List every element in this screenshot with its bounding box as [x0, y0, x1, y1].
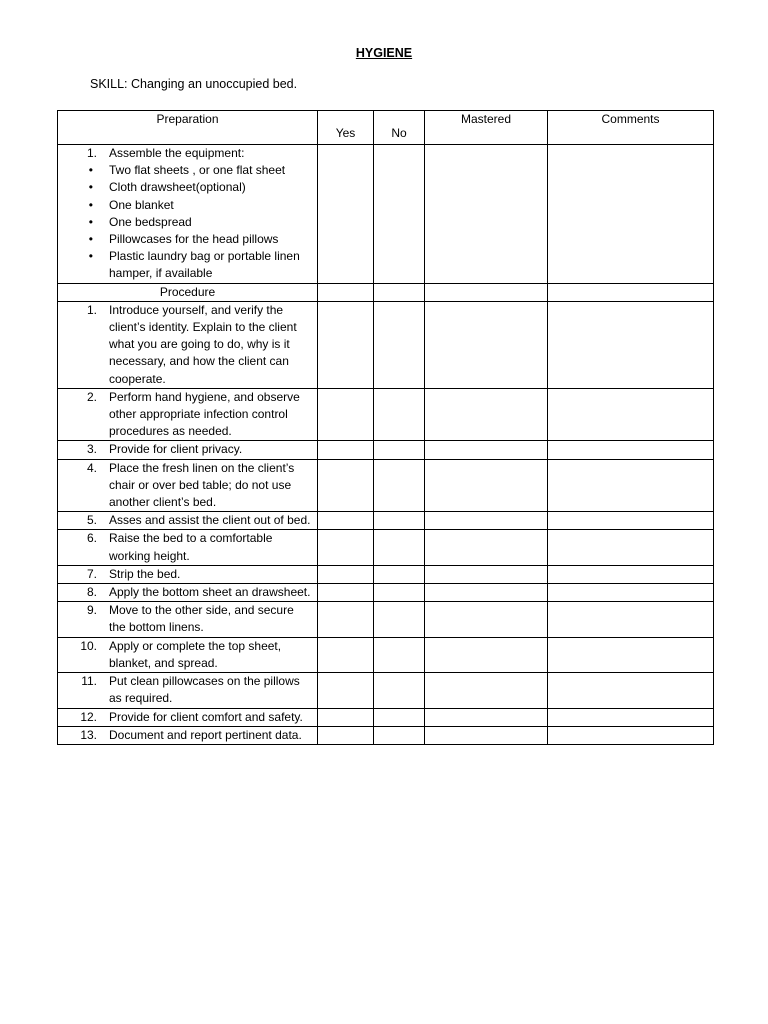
procedure-step-cell	[58, 673, 318, 708]
yes-cell[interactable]	[318, 637, 374, 672]
prep-bullet-list	[58, 162, 317, 282]
procedure-row	[58, 637, 714, 672]
yes-cell[interactable]	[318, 512, 374, 530]
yes-cell[interactable]	[318, 301, 374, 388]
procedure-step-text: Raise the bed to a comfortable working height.	[109, 531, 273, 563]
procedure-step-number: 5.	[86, 513, 97, 528]
mastered-cell[interactable]	[425, 512, 548, 530]
prep-bullet-item	[58, 231, 317, 248]
procedure-step-number: 12.	[80, 709, 97, 724]
procedure-step-cell	[58, 637, 318, 672]
procedure-step	[58, 709, 317, 726]
procedure-step-cell	[58, 459, 318, 512]
prep-bullet-text: Pillowcases for the head pillows	[109, 232, 279, 247]
procedure-step-number: 1.	[86, 302, 97, 317]
mastered-cell[interactable]	[425, 602, 548, 637]
procedure-step-number: 8.	[86, 585, 97, 600]
comments-cell[interactable]	[548, 637, 714, 672]
procedure-step-text: Introduce yourself, and verify the client’s identity. Explain to the client what you are going to do, why is it necessary, and how the client can cooperate.	[109, 302, 297, 386]
procedure-step	[58, 512, 317, 529]
no-cell[interactable]	[374, 441, 425, 459]
mastered-cell[interactable]	[425, 388, 548, 441]
no-cell[interactable]	[374, 584, 425, 602]
mastered-cell[interactable]	[425, 708, 548, 726]
procedure-step-text: Place the fresh linen on the client’s chair or over bed table; do not use another client’s bed.	[109, 460, 295, 510]
no-cell[interactable]	[374, 283, 425, 301]
procedure-row	[58, 459, 714, 512]
page-title: HYGIENE	[355, 46, 413, 60]
procedure-step-cell	[58, 301, 318, 388]
procedure-row	[58, 301, 714, 388]
procedure-step-cell	[58, 726, 318, 744]
mastered-cell[interactable]	[425, 301, 548, 388]
checklist-table	[57, 110, 714, 745]
procedure-step-cell	[58, 708, 318, 726]
comments-cell[interactable]	[548, 145, 714, 284]
procedure-step-cell	[58, 530, 318, 565]
prep-bullet-item	[58, 162, 317, 179]
procedure-row	[58, 673, 714, 708]
procedure-row	[58, 441, 714, 459]
comments-cell[interactable]	[548, 301, 714, 388]
yes-cell[interactable]	[318, 726, 374, 744]
prep-bullet-item	[58, 179, 317, 196]
no-cell[interactable]	[374, 637, 425, 672]
procedure-step-text: Put clean pillowcases on the pillows as required.	[109, 674, 300, 706]
bullet-icon: •	[88, 249, 93, 264]
procedure-step-cell	[58, 584, 318, 602]
procedure-step-text: Perform hand hygiene, and observe other appropriate infection control procedures as needed.	[109, 389, 300, 439]
prep-bullet-item	[58, 197, 317, 214]
no-cell[interactable]	[374, 388, 425, 441]
yes-cell[interactable]	[318, 584, 374, 602]
mastered-cell[interactable]	[425, 283, 548, 301]
comments-cell[interactable]	[548, 565, 714, 583]
comments-cell[interactable]	[548, 708, 714, 726]
header-mastered: Mastered	[425, 111, 548, 145]
yes-cell[interactable]	[318, 708, 374, 726]
procedure-step-number: 2.	[86, 389, 97, 404]
procedure-header-row	[58, 283, 714, 301]
yes-cell[interactable]	[318, 565, 374, 583]
bullet-icon: •	[88, 214, 93, 229]
prep-step-number: 1.	[86, 146, 97, 160]
yes-cell[interactable]	[318, 283, 374, 301]
procedure-step-cell	[58, 565, 318, 583]
no-cell[interactable]	[374, 301, 425, 388]
procedure-step-cell	[58, 441, 318, 459]
procedure-step-text: Document and report pertinent data.	[109, 727, 302, 742]
procedure-step	[58, 727, 317, 744]
mastered-cell[interactable]	[425, 584, 548, 602]
procedure-step-text: Apply the bottom sheet an drawsheet.	[109, 585, 311, 600]
procedure-step	[58, 602, 317, 636]
procedure-row	[58, 512, 714, 530]
yes-cell[interactable]	[318, 145, 374, 284]
yes-cell[interactable]	[318, 459, 374, 512]
preparation-cell	[58, 145, 318, 284]
procedure-step-cell	[58, 602, 318, 637]
prep-bullet-item	[58, 214, 317, 231]
procedure-step-cell	[58, 388, 318, 441]
comments-cell[interactable]	[548, 388, 714, 441]
procedure-step	[58, 441, 317, 458]
yes-cell[interactable]	[318, 530, 374, 565]
procedure-row	[58, 726, 714, 744]
comments-cell[interactable]	[548, 530, 714, 565]
prep-bullet-text: One bedspread	[109, 214, 192, 229]
procedure-step-number: 9.	[86, 603, 97, 618]
yes-cell[interactable]	[318, 388, 374, 441]
procedure-row	[58, 708, 714, 726]
procedure-step	[58, 530, 317, 564]
procedure-step-number: 11.	[81, 674, 97, 689]
comments-cell[interactable]	[548, 584, 714, 602]
no-cell[interactable]	[374, 673, 425, 708]
procedure-step	[58, 673, 317, 707]
procedure-step-number: 13.	[80, 727, 97, 742]
header-no: No	[374, 111, 425, 145]
procedure-step	[58, 638, 317, 672]
mastered-cell[interactable]	[425, 530, 548, 565]
procedure-step	[58, 460, 317, 512]
skill-heading: SKILL: Changing an unoccupied bed.	[90, 77, 298, 91]
yes-cell[interactable]	[318, 441, 374, 459]
mastered-cell[interactable]	[425, 637, 548, 672]
no-cell[interactable]	[374, 145, 425, 284]
mastered-cell[interactable]	[425, 565, 548, 583]
procedure-row	[58, 584, 714, 602]
procedure-row	[58, 530, 714, 565]
no-cell[interactable]	[374, 708, 425, 726]
no-cell[interactable]	[374, 565, 425, 583]
prep-bullet-text: Plastic laundry bag or portable linen hamper, if available	[109, 249, 300, 281]
procedure-row	[58, 602, 714, 637]
header-preparation: Preparation	[58, 111, 318, 145]
header-yes: Yes	[318, 111, 374, 145]
no-cell[interactable]	[374, 602, 425, 637]
procedure-step-text: Apply or complete the top sheet, blanket, and spread.	[109, 638, 282, 670]
mastered-cell[interactable]	[425, 145, 548, 284]
no-cell[interactable]	[374, 530, 425, 565]
yes-cell[interactable]	[318, 673, 374, 708]
prep-bullet-text: Cloth drawsheet(optional)	[109, 180, 246, 195]
mastered-cell[interactable]	[425, 726, 548, 744]
comments-cell[interactable]	[548, 602, 714, 637]
prep-step	[58, 145, 317, 162]
procedure-row	[58, 565, 714, 583]
mastered-cell[interactable]	[425, 459, 548, 512]
procedure-step-text: Move to the other side, and secure the bottom linens.	[109, 603, 294, 635]
procedure-row	[58, 388, 714, 441]
procedure-step-text: Provide for client comfort and safety.	[109, 709, 303, 724]
header-comments: Comments	[548, 111, 714, 145]
procedure-step	[58, 302, 317, 388]
procedure-step-number: 10.	[80, 638, 97, 653]
procedure-step	[58, 389, 317, 441]
mastered-cell[interactable]	[425, 673, 548, 708]
procedure-step-number: 4.	[86, 460, 97, 475]
prep-step-text: Assemble the equipment:	[109, 146, 245, 160]
procedure-step	[58, 566, 317, 583]
procedure-step-number: 7.	[86, 566, 97, 581]
comments-cell[interactable]	[548, 283, 714, 301]
mastered-cell[interactable]	[425, 441, 548, 459]
prep-bullet-text: Two flat sheets , or one flat sheet	[109, 163, 286, 178]
procedure-step-number: 6.	[86, 531, 97, 546]
procedure-step-text: Asses and assist the client out of bed.	[109, 513, 311, 528]
preparation-row	[58, 145, 714, 284]
comments-cell[interactable]	[548, 673, 714, 708]
procedure-label: Procedure	[58, 283, 318, 301]
comments-cell[interactable]	[548, 441, 714, 459]
no-cell[interactable]	[374, 726, 425, 744]
comments-cell[interactable]	[548, 459, 714, 512]
prep-bullet-text: One blanket	[109, 197, 174, 212]
bullet-icon: •	[88, 180, 93, 195]
comments-cell[interactable]	[548, 726, 714, 744]
procedure-step-number: 3.	[86, 442, 97, 457]
header-row	[58, 111, 714, 145]
comments-cell[interactable]	[548, 512, 714, 530]
procedure-step-text: Strip the bed.	[109, 566, 181, 581]
bullet-icon: •	[88, 232, 93, 247]
yes-cell[interactable]	[318, 602, 374, 637]
no-cell[interactable]	[374, 459, 425, 512]
procedure-step-cell	[58, 512, 318, 530]
procedure-step-text: Provide for client privacy.	[109, 442, 243, 457]
procedure-step	[58, 584, 317, 601]
bullet-icon: •	[88, 163, 93, 178]
bullet-icon: •	[88, 197, 93, 212]
prep-bullet-item	[58, 248, 317, 282]
no-cell[interactable]	[374, 512, 425, 530]
